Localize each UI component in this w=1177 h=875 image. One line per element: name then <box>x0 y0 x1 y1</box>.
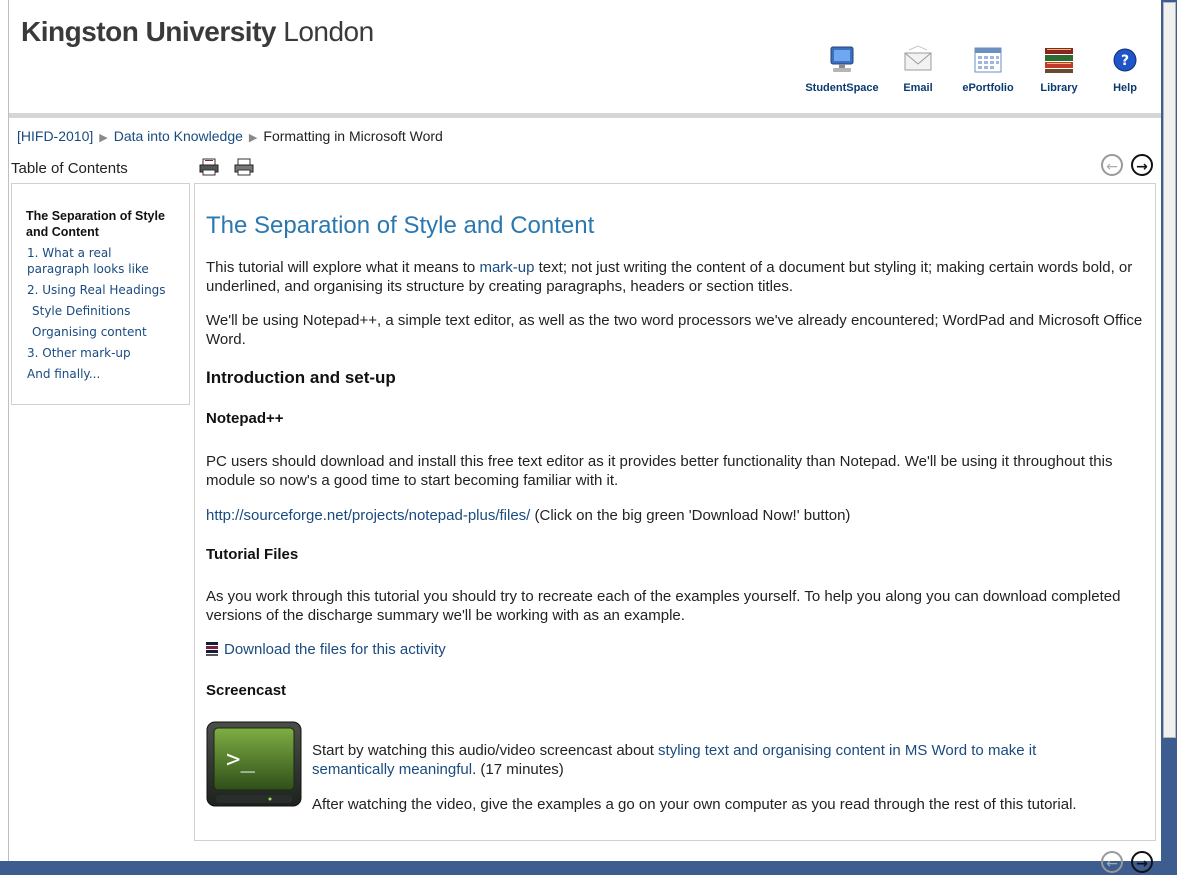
toc-item[interactable]: 3. Other mark-up <box>27 346 131 360</box>
eportfolio-link[interactable] <box>956 44 1020 94</box>
table-of-contents <box>11 183 190 405</box>
toc-subitem[interactable]: Organising content <box>32 325 147 339</box>
markup-link[interactable]: mark-up <box>479 259 535 276</box>
university-logo[interactable] <box>21 16 374 48</box>
print-book-icon[interactable] <box>199 158 219 176</box>
intro-text-rest: text; not just writing the content of a document but styling it; making certain words bold, or underlined, and organising its structure by creating paragraphs, headers or section titles. <box>206 259 1133 295</box>
envelope-icon <box>901 44 935 76</box>
email-label: Email <box>903 82 933 94</box>
books-icon <box>1042 44 1076 76</box>
intro-paragraph <box>206 258 1146 296</box>
download-files-link[interactable] <box>206 641 446 658</box>
page <box>9 0 1161 872</box>
email-link[interactable] <box>894 44 942 94</box>
scrollbar-thumb[interactable] <box>1163 2 1176 738</box>
page-navigation <box>1093 154 1153 176</box>
breadcrumb-module[interactable]: Data into Knowledge <box>113 128 243 144</box>
toc-item[interactable]: And finally... <box>27 367 101 381</box>
breadcrumb-course[interactable]: [HIFD-2010] <box>17 128 94 144</box>
library-label: Library <box>1040 82 1078 94</box>
page-title: The Separation of Style and Content <box>206 212 595 239</box>
screencast-duration: . (17 minutes) <box>472 761 564 778</box>
svg-text:?: ? <box>1120 53 1130 69</box>
left-edge <box>0 0 9 861</box>
print-icons <box>199 158 264 180</box>
library-link[interactable] <box>1031 44 1087 94</box>
notepad-link-note: (Click on the big green 'Download Now!' button) <box>530 507 851 524</box>
help-icon <box>1108 44 1142 76</box>
monitor-icon <box>825 44 859 76</box>
notepad-link-paragraph <box>206 506 1146 525</box>
next-arrow-icon-bottom[interactable]: → <box>1131 851 1153 873</box>
archive-icon <box>206 642 218 656</box>
terminal-screencast-icon[interactable] <box>206 721 302 811</box>
studentspace-link[interactable] <box>803 44 881 94</box>
studentspace-label: StudentSpace <box>805 82 879 94</box>
section-heading: Introduction and set-up <box>206 368 396 387</box>
screencast-text: Start by watching this audio/video screencast about <box>312 742 659 759</box>
screencast-link[interactable]: styling text and organising content in MS Word to make it semantically meaningful <box>312 742 1037 778</box>
toc-title: Table of Contents <box>11 160 128 177</box>
subheading-screencast: Screencast <box>206 682 287 699</box>
print-chapter-icon[interactable] <box>234 158 254 176</box>
toc-subitem[interactable]: Style Definitions <box>32 304 131 318</box>
toc-item[interactable]: 1. What a real paragraph looks like <box>27 246 149 276</box>
subheading-tutorial-files: Tutorial Files <box>206 546 299 563</box>
help-link[interactable] <box>1105 44 1145 94</box>
notepad-download-link[interactable]: http://sourceforge.net/projects/notepad-plus/files/ <box>206 507 531 524</box>
eportfolio-label: ePortfolio <box>962 82 1014 94</box>
tutorial-files-paragraph: As you work through this tutorial you should try to recreate each of the examples yourself. To help you along you can download completed versions of the discharge summary we'll be working with as an example. <box>206 588 1121 624</box>
intro-text: This tutorial will explore what it means to <box>206 259 480 276</box>
breadcrumb-current: Formatting in Microsoft Word <box>263 128 443 144</box>
notepad-paragraph: PC users should download and install this free text editor as it provides better functionality than Notepad. We'll be using it throughout this module so now's a good time to start becoming familiar with it. <box>206 453 1113 489</box>
header-divider <box>9 113 1161 118</box>
previous-arrow-icon-bottom: ← <box>1101 851 1123 873</box>
brand-bold: Kingston University <box>21 16 276 47</box>
next-arrow-icon[interactable]: → <box>1131 154 1153 176</box>
bottom-navigation <box>1093 851 1153 873</box>
brand-light: London <box>283 16 374 47</box>
help-label: Help <box>1113 82 1137 94</box>
subheading-notepad: Notepad++ <box>206 410 284 427</box>
breadcrumb-separator-icon: ▶ <box>248 132 258 144</box>
intro-paragraph-2: We'll be using Notepad++, a simple text editor, as well as the two word processors we've already encountered; WordPad and Microsoft Office Word. <box>206 312 1143 348</box>
download-files-label: Download the files for this activity <box>224 641 446 658</box>
svg-text:>_: >_ <box>226 745 255 773</box>
calendar-icon <box>971 44 1005 76</box>
breadcrumb <box>17 128 443 144</box>
content-panel <box>194 183 1156 841</box>
previous-arrow-icon: ← <box>1101 154 1123 176</box>
screencast-after-paragraph: After watching the video, give the examples a go on your own computer as you read through the rest of this tutorial. <box>312 796 1077 813</box>
toc-item[interactable]: 2. Using Real Headings <box>27 283 166 297</box>
breadcrumb-separator-icon: ▶ <box>99 132 108 144</box>
vertical-scrollbar[interactable] <box>1161 0 1177 861</box>
toc-current-chapter: The Separation of Style and Content <box>26 209 165 239</box>
screencast-paragraph <box>312 741 1112 779</box>
